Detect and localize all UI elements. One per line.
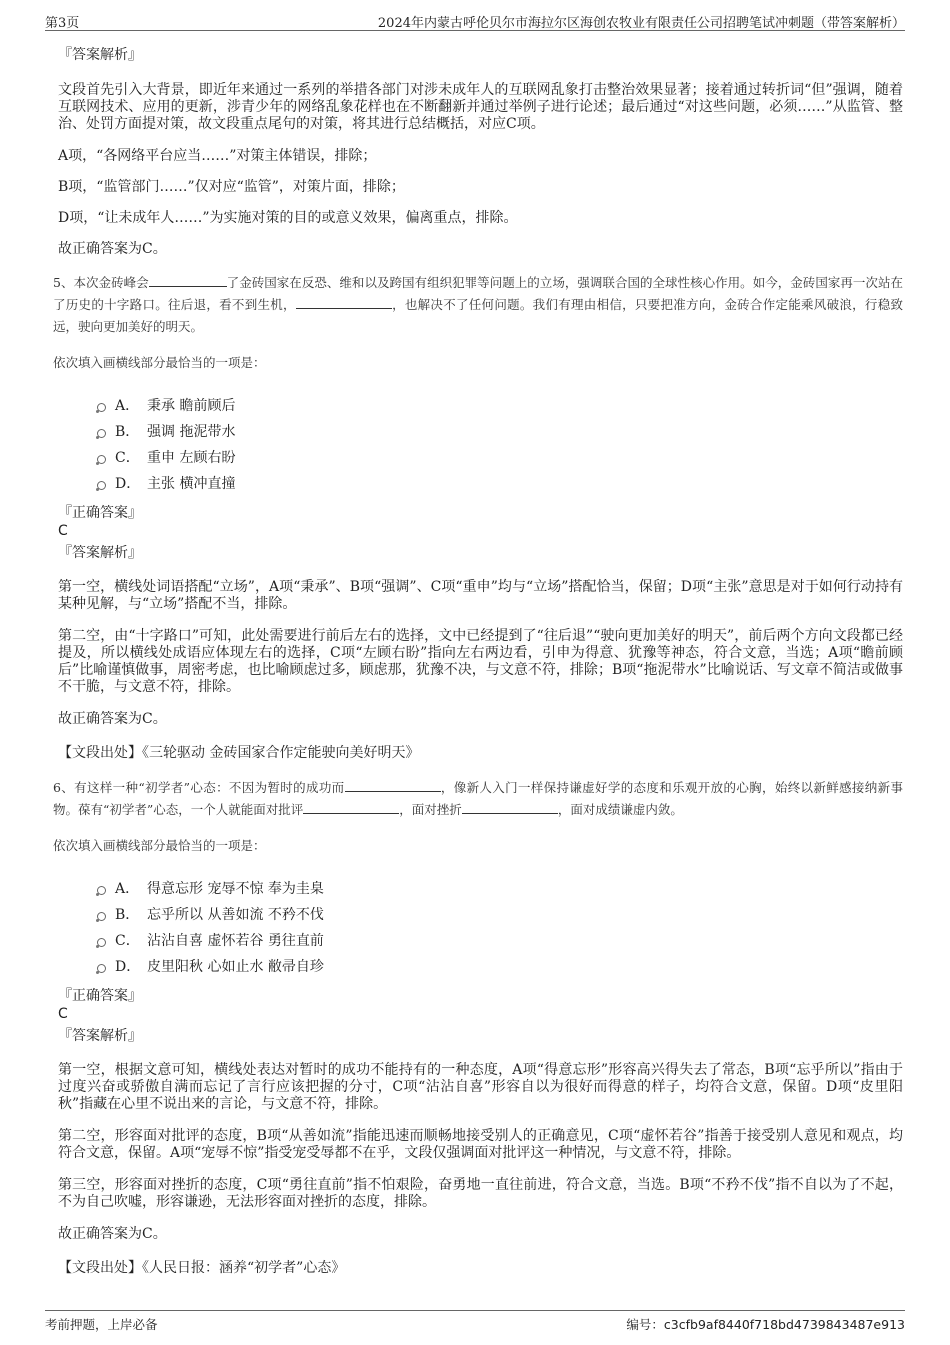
q5-answer-line: 故正确答案为C。 [58, 711, 167, 727]
footer-slogan: 考前押题，上岸必备 [45, 1317, 158, 1332]
q6-instruction: 依次填入画横线部分最恰当的一项是： [53, 838, 266, 853]
radio-button[interactable] [97, 481, 106, 490]
q6-stem-part-2: ，像新人入门一样保持谦虚好学的态度和乐观开放的心胸，始终以新鲜感接纳新事物。葆有“初学者”心态，一个人就能面对批评 [53, 780, 903, 817]
radio-button[interactable] [97, 429, 106, 438]
option-key: A． [115, 881, 140, 897]
q6-stem-part-1: 6、有这样一种“初学者”心态：不因为暂时的成功而 [53, 780, 345, 795]
q4-analysis-para-4: D项，“让未成年人……”为实施对策的目的或意义效果，偏离重点，排除。 [58, 210, 518, 226]
q5-analysis-para-2: 第二空，由“十字路口”可知，此处需要进行前后左右的选择，文中已经提到了“往后退”“驶向更加美好的明天”，前后两个方向文段都已经提及，所以横线处成语应体现左右的选择，C项“左顾右盼”指向左右两边看，引申为得意、犹豫等神态，符合文意，当选；A项“瞻前顾后”比喻谨慎做事，周密考虑，也比喻顾虑过多，顾虑那，犹豫不决，与文意不符，排除；B项“拖泥带水”比喻说话、写文章不简洁或做事不干脆，与文意不符，排除。 [58, 628, 903, 695]
option-key: C． [115, 933, 140, 949]
q6-blank-2 [303, 801, 399, 814]
q5-correct-answer: C [58, 523, 68, 539]
radio-button[interactable] [97, 403, 106, 412]
q5-option-d[interactable] [58, 471, 903, 497]
q6-option-c[interactable] [58, 928, 903, 954]
option-key: C． [115, 450, 140, 466]
q6-blank-3 [462, 801, 558, 814]
page-header [45, 8, 905, 31]
q6-analysis-para-2: 第二空，形容面对批评的态度，B项“从善如流”指能迅速而顺畅地接受别人的正确意见，C项“虚怀若谷”指善于接受别人意见和观点，均符合文意，保留。A项“宠辱不惊”指受宠受辱都不在乎，文段仅强调面对批评这一种情况，与文意不符，排除。 [58, 1128, 903, 1161]
q5-analysis-heading: 『答案解析』 [58, 545, 142, 561]
option-key: A． [115, 398, 140, 414]
radio-button[interactable] [97, 886, 106, 895]
q6-stem [53, 777, 903, 821]
option-text: 主张 横冲直撞 [147, 476, 236, 492]
document-code [626, 1315, 905, 1333]
q6-option-d[interactable] [58, 954, 903, 980]
q6-options [58, 876, 903, 980]
q6-analysis-heading: 『答案解析』 [58, 1028, 142, 1044]
option-text: 强调 拖泥带水 [147, 424, 236, 440]
q5-stem-part-3: ，也解决不了任何问题。我们有理由相信，只要把准方向，金砖合作定能乘风破浪，行稳致远，驶向更加美好的明天。 [53, 297, 903, 334]
q4-analysis-para-2: A项，“各网络平台应当……”对策主体错误，排除； [58, 148, 377, 164]
page-footer [45, 1310, 905, 1339]
q4-answer-line: 故正确答案为C。 [58, 241, 167, 257]
q6-analysis-para-3: 第三空，形容面对挫折的态度，C项“勇往直前”指不怕艰险，奋勇地一直往前进，符合文意，当选。B项“不矜不伐”指不自以为了不起，不为自己吹嘘，形容谦逊，无法形容面对挫折的态度，排除。 [58, 1177, 903, 1210]
q5-stem [53, 272, 903, 338]
q6-blank-1 [345, 779, 441, 792]
option-key: B． [115, 907, 140, 923]
radio-button[interactable] [97, 938, 106, 947]
radio-button[interactable] [97, 964, 106, 973]
q5-blank-2 [296, 296, 392, 309]
q5-source: 【文段出处】《三轮驱动 金砖国家合作定能驶向美好明天》 [58, 745, 420, 761]
q5-option-b[interactable] [58, 419, 903, 445]
option-text: 秉承 瞻前顾后 [147, 398, 236, 414]
q6-analysis-para-1: 第一空，根据文意可知，横线处表达对暂时的成功不能持有的一种态度，A项“得意忘形”形容高兴得失去了常态，B项“忘乎所以”指由于过度兴奋或骄傲自满而忘记了言行应该把握的分寸，C项“沾沾自喜”形容自以为很好而得意的样子，均符合文意，保留。D项“皮里阳秋”指藏在心里不说出来的言论，与文意不符，排除。 [58, 1062, 903, 1112]
document-title: 2024年内蒙古呼伦贝尔市海拉尔区海创农牧业有限责任公司招聘笔试冲刺题（带答案解析） [377, 16, 905, 31]
q6-correct-heading: 『正确答案』 [58, 988, 142, 1004]
q5-option-c[interactable] [58, 445, 903, 471]
option-text: 得意忘形 宠辱不惊 奉为圭臬 [147, 881, 324, 897]
option-text: 重申 左顾右盼 [147, 450, 236, 466]
option-key: D． [115, 959, 141, 975]
radio-button[interactable] [97, 455, 106, 464]
q4-analysis-para-3: B项，“监管部门……”仅对应“监管”，对策片面，排除； [58, 179, 405, 195]
q6-option-a[interactable] [58, 876, 903, 902]
page-content [53, 42, 903, 1277]
option-key: D． [115, 476, 141, 492]
code-value: c3cfb9af8440f718bd4739843487e913 [663, 1317, 905, 1332]
q6-stem-part-3: ，面对挫折 [399, 802, 462, 817]
q5-blank-1 [149, 274, 227, 287]
page-number: 第3页 [45, 16, 80, 31]
q6-stem-part-4: ，面对成绩谦虚内敛。 [557, 802, 683, 817]
q6-answer-line: 故正确答案为C。 [58, 1226, 167, 1242]
option-text: 沾沾自喜 虚怀若谷 勇往直前 [147, 933, 324, 949]
q5-stem-part-1: 5、本次金砖峰会 [53, 275, 149, 290]
q5-option-a[interactable] [58, 393, 903, 419]
q6-source: 【文段出处】《人民日报：涵养“初学者”心态》 [58, 1260, 346, 1276]
radio-button[interactable] [97, 912, 106, 921]
q5-instruction: 依次填入画横线部分最恰当的一项是： [53, 355, 266, 370]
option-key: B． [115, 424, 140, 440]
q4-analysis-heading: 『答案解析』 [58, 47, 142, 63]
q6-option-b[interactable] [58, 902, 903, 928]
q4-analysis-para-1: 文段首先引入大背景，即近年来通过一系列的举措各部门对涉未成年人的互联网乱象打击整治效果显著；接着通过转折词“但”强调，随着互联网技术、应用的更新，涉青少年的网络乱象花样也在不断翻新并通过举例子进行论述；最后通过“对这些问题，必须……”从监管、整治、处罚方面提对策，故文段重点尾句的对策，将其进行总结概括，对应C项。 [58, 82, 903, 132]
q5-analysis-para-1: 第一空，横线处词语搭配“立场”，A项“秉承”、B项“强调”、C项“重申”均与“立场”搭配恰当，保留；D项“主张”意思是对于如何行动持有某种见解，与“立场”搭配不当，排除。 [58, 579, 903, 612]
option-text: 皮里阳秋 心如止水 敝帚自珍 [147, 959, 324, 975]
q5-options [58, 393, 903, 497]
code-label: 编号： [626, 1317, 664, 1332]
option-text: 忘乎所以 从善如流 不矜不伐 [147, 907, 324, 923]
q5-stem-part-2: 了金砖国家在反恐、维和以及跨国有组织犯罪等问题上的立场，强调联合国的全球性核心作用。如今，金砖国家再一次站在了历史的十字路口。往后退，看不到生机， [53, 275, 903, 312]
q6-correct-answer: C [58, 1006, 68, 1022]
q5-correct-heading: 『正确答案』 [58, 505, 142, 521]
